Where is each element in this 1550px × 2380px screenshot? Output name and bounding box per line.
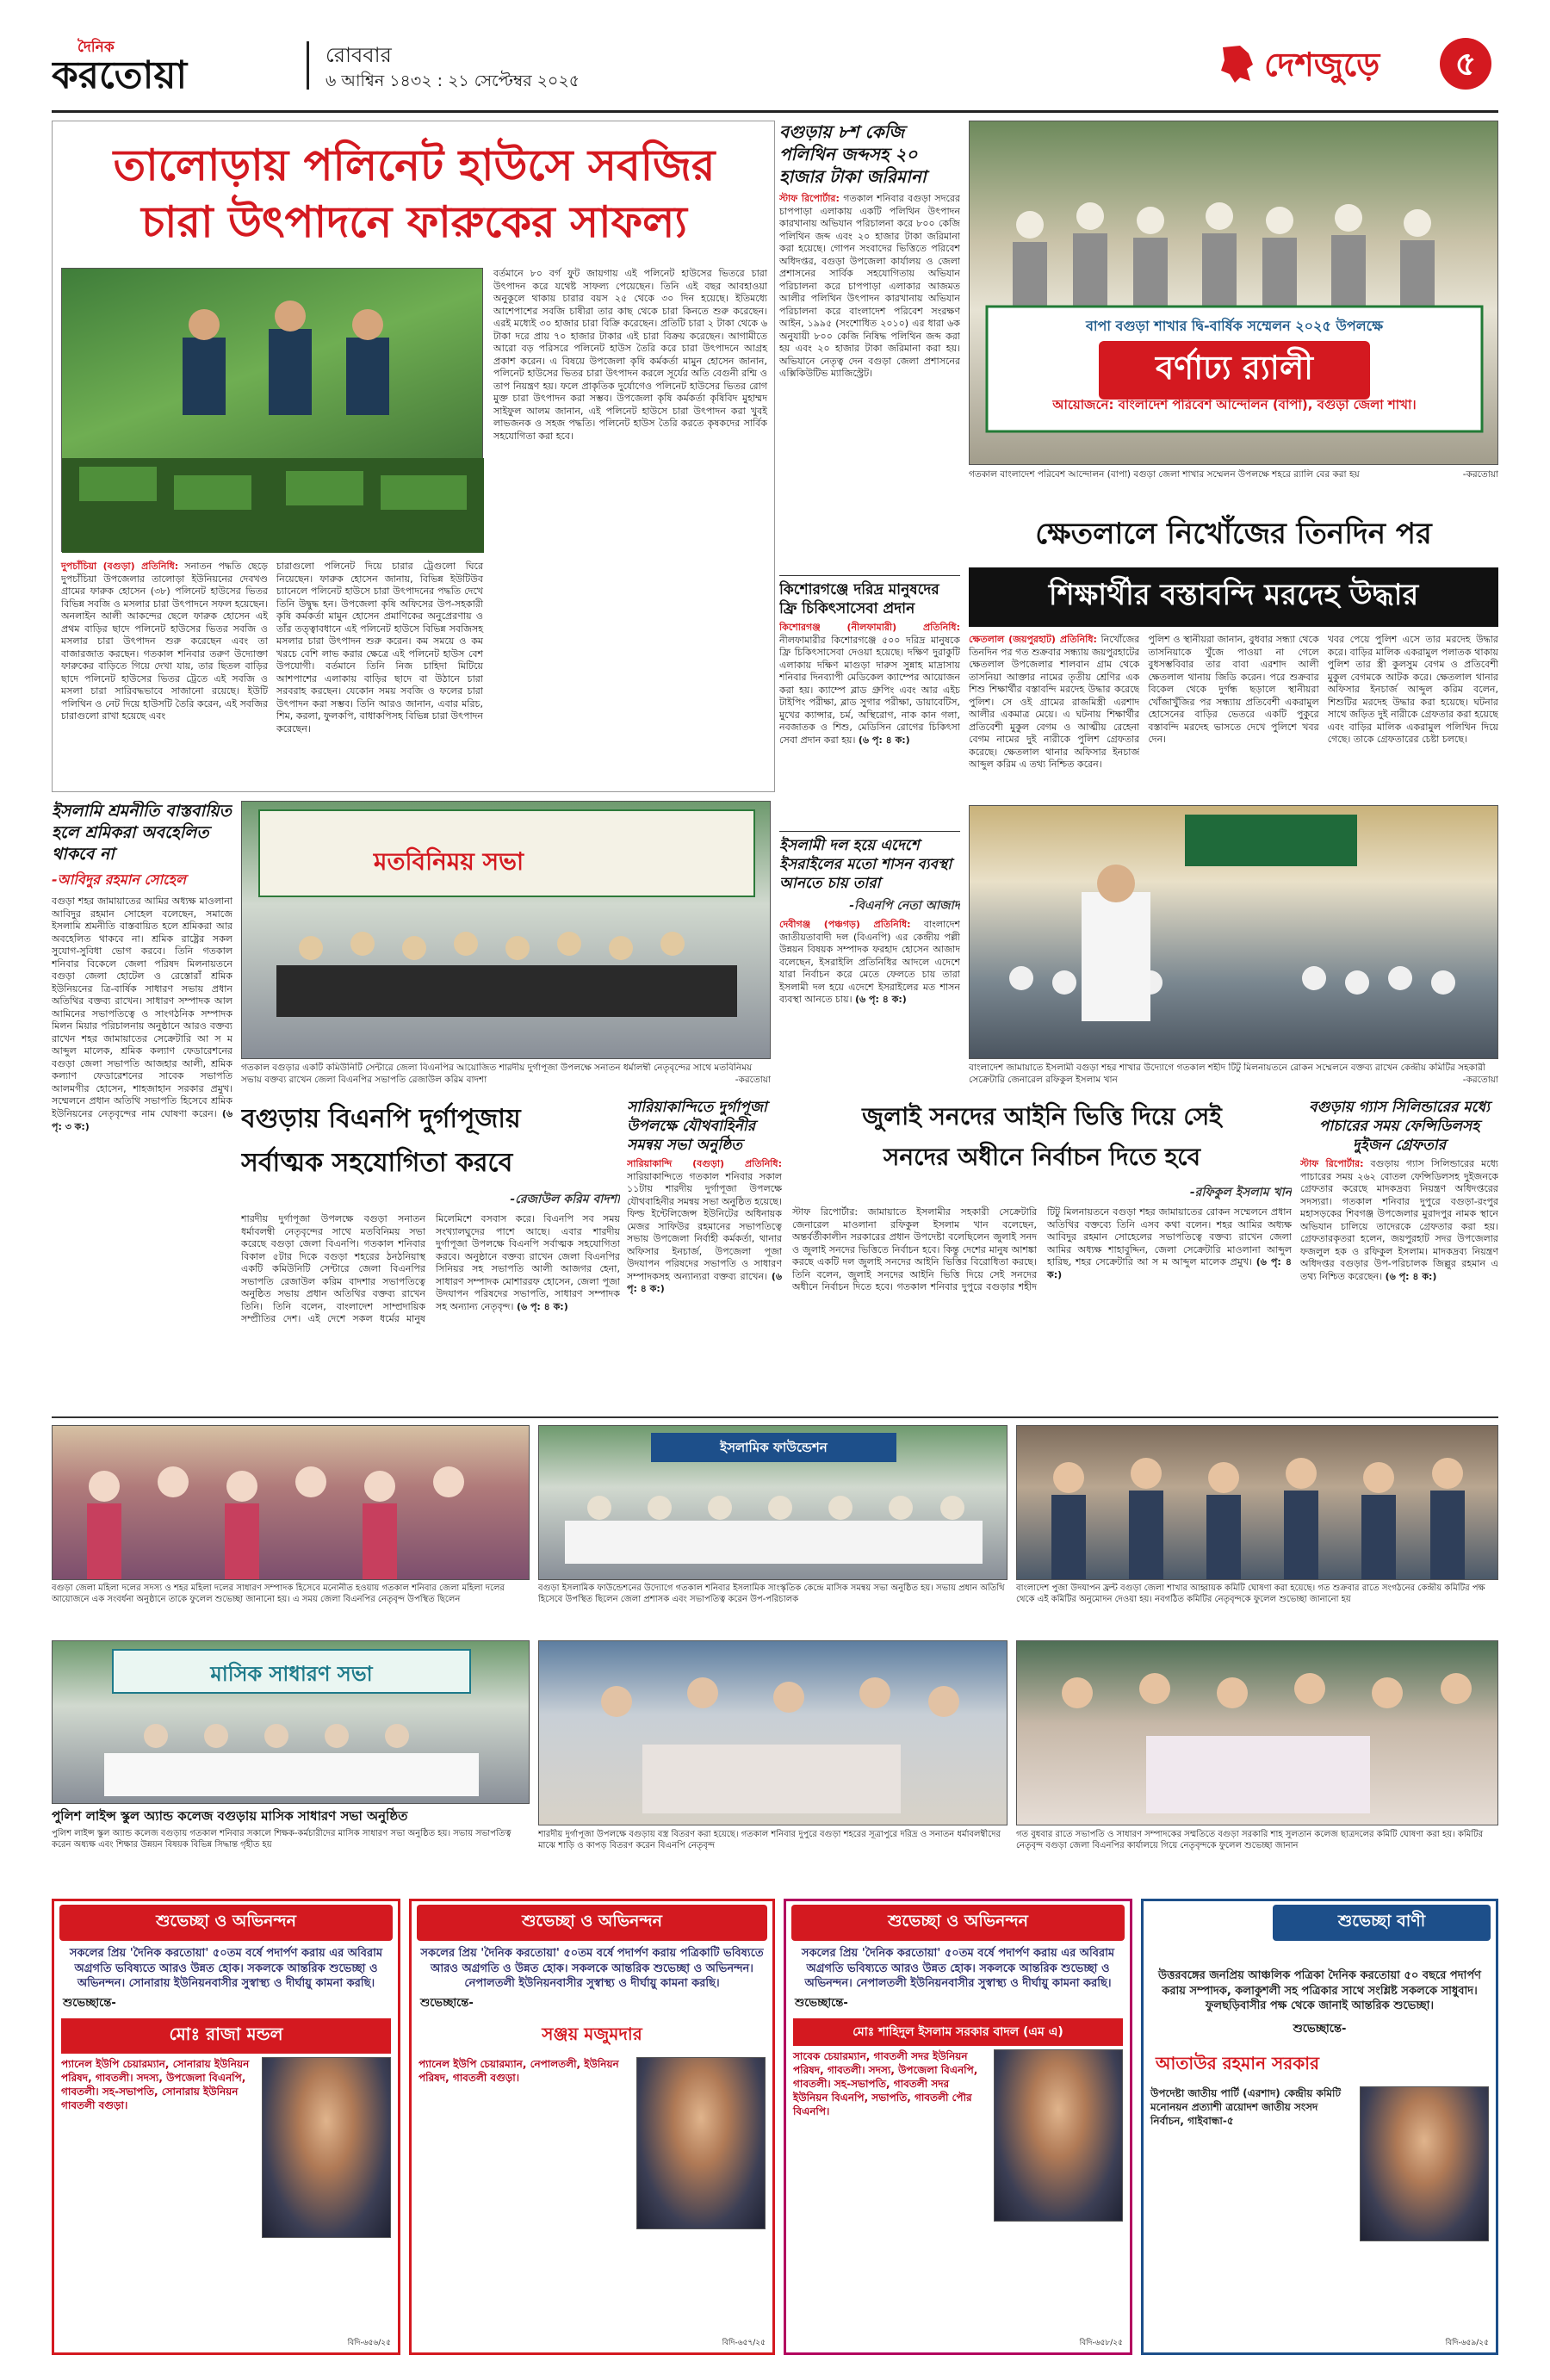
- july-story: [792, 1098, 1292, 1404]
- gas-headline: বগুড়ায় গ্যাস সিলিন্ডারের মধ্যে পাচারের সময় ফেন্সিডিলসহ দুইজন গ্রেফতার: [1309, 1099, 1490, 1155]
- ad-2-title: শুভেচ্ছা ও অভিনন্দন: [417, 1905, 767, 1941]
- israel-dateline: দেবীগঞ্জ (পঞ্চগড়) প্রতিনিধি:: [779, 919, 911, 931]
- bangladesh-map-icon: [1214, 43, 1257, 86]
- sariakandi-dateline: সারিয়াকান্দি (বগুড়া) প্রতিনিধি:: [627, 1158, 782, 1170]
- sariakandi-body: সারিয়াকান্দিতে গতকাল শনিবার সকাল ১১টায় শারদীয় দুর্গাপূজা উপলক্ষে যৌথবাহিনীর সমন্বয় সভা অনুষ্ঠিত হয়েছে। ফিল্ড ইন্টেলিজেন্স ইউনিটের অধিনায়ক মেজর সাফিউর রহমানের সভাপতিত্বে সভায় উপজেলা নির্বাহী কর্মকর্তা, থানার অফিসার ইনচার্জ, উপজেলা পূজা উদযাপন পরিষদের সভাপতি ও সাধারণ সম্পাদকসহ অন্যান্যরা বক্তব্য রাখেন।: [627, 1170, 782, 1282]
- bnp-durga-cont: (৬ পৃ: ৪ ক:): [516, 1300, 568, 1312]
- khetlal-headline-2: শিক্ষার্থীর বস্তাবন্দি মরদেহ উদ্ধার: [969, 567, 1498, 627]
- ad-2: [409, 1899, 775, 2355]
- khetlal-story: [969, 508, 1498, 801]
- israel-byline: -বিএনপি নেতা আজাদ: [849, 899, 960, 914]
- ad-4-body: উত্তরবঙ্গের জনপ্রিয় আঞ্চলিক পত্রিকা দৈনিক করতোয়া ৫০ বছরে পদার্পণ করায় সম্পাদক, কলাকুশলী সহ পত্রিকার সাথে সংশ্লিষ্ট সকলকে সাধুবাদ। ফুলছড়িবাসীর পক্ষ থেকে জানাই আন্তরিক শুভেচ্ছা।: [1157, 1969, 1482, 2013]
- bnp-durga-byline: -রেজাউল করিম বাদশা: [510, 1193, 620, 1206]
- lead-headline-2: চারা উৎপাদনে ফারুকের সাফল্য: [141, 197, 687, 247]
- masthead-logo: করতোয়া: [52, 53, 188, 97]
- july-cont: (৬ পৃ: ৪ ক:): [1047, 1256, 1292, 1280]
- medical-cont: (৬ পৃ: ৪ ক:): [858, 734, 910, 746]
- section-title: দেশজুড়ে: [1264, 46, 1380, 84]
- lead-col-1: [61, 561, 268, 786]
- masthead-logo-small: দৈনিক: [78, 39, 115, 56]
- khetlal-dateline: ক্ষেতলাল (জয়পুরহাট) প্রতিনিধি:: [969, 634, 1097, 645]
- israel-headline: ইসলামী দল হয়ে এদেশে ইসরাইলের মতো শাসন ব্যবস্থা আনতে চায় তারা: [779, 837, 952, 893]
- durga-meeting-banner: মতবিনিময় সভা: [373, 847, 524, 876]
- durga-meeting-credit: -করতোয়া: [735, 1074, 771, 1085]
- sariakandi-story: [627, 1098, 782, 1404]
- ad-4-role: উপদেষ্টা জাতীয় পার্টি (এরশাদ) কেন্দ্রীয় কমিটি মনোনয়ন প্রত্যাশী ত্রয়োদশ জাতীয় সংসদ নির্বাচন, গাইবান্ধা-৫: [1150, 2086, 1342, 2128]
- durga-meeting-caption: গতকাল বগুড়ার একটি কমিউনিটি সেন্টারে জেলা বিএনপির আয়োজিত শারদীয় দুর্গাপূজা উপলক্ষে সনাতন ধর্মালম্বী নেতৃবৃন্দের সাথে মতবিনিময় সভায় বক্তব্য রাখেন জেলা বিএনপির সভাপতি রেজাউল করিম বাদশা: [241, 1063, 753, 1085]
- page-number: ৫: [1454, 45, 1477, 83]
- ad-3-name: মোঃ শাহিদুল ইসলাম সরকার বাদল (এম এ): [793, 2018, 1123, 2046]
- ad-4-title: শুভেচ্ছা বাণী: [1273, 1905, 1491, 1941]
- lead-story: [52, 121, 775, 792]
- khetlal-col-3: খবর পেয়ে পুলিশ এসে তার মরদেহ উদ্ধার করে। বাড়ির মালিক একরামুল পলাতক থাকায় পুলিশ তার স্ত্রী কুলসুম বেগম ও প্রতিবেশী মুকুল বেগমকে আটক করে। ক্ষেতলাল থানার অফিসার ইনচার্জ আব্দুল করিম বলেন, শিশুটির মরদেহ উদ্ধার করা হয়েছে। ঘটনার সাথে জড়িত দুই নারীকে গ্রেফতার করা হয়েছে এবং বাড়ির মালিক একরামুল পলিথিন দিয়ে গেছে। তাকে গ্রেফতারের চেষ্টা চলছে।: [1327, 634, 1498, 746]
- photo-row2-1: [52, 1640, 530, 1804]
- durga-meeting-photo: [241, 801, 771, 1059]
- labor-byline: -আবিদুর রহমান সোহেল: [52, 871, 186, 889]
- medical-story: [779, 575, 960, 825]
- ad-3-portrait: [994, 2049, 1123, 2222]
- polythene-dateline: স্টাফ রিপোর্টার:: [779, 193, 840, 204]
- bnp-durga-headline-1: বগুড়ায় বিএনপি দুর্গাপূজায়: [241, 1104, 521, 1134]
- sariakandi-headline: সারিয়াকান্দিতে দুর্গাপূজা উপলক্ষে যৌথবাহিনীর সমন্বয় সভা অনুষ্ঠিত: [627, 1099, 767, 1155]
- photo-row2-2-caption: শারদীয় দুর্গাপূজা উপলক্ষে বগুড়ায় বস্ত্র বিতরণ করা হয়েছে। গতকাল শনিবার দুপুরে বগুড়া শহরের সূত্রাপুরে দরিদ্র ও সনাতন ধর্মাবলম্বীদের মাঝে শাড়ি ও কাপড় বিতরণ করেন বিএনপি নেতৃবৃন্দ: [538, 1830, 1001, 1850]
- khetlal-col-2: পুলিশ ও স্থানীয়রা জানান, বুধবার সন্ধ্যা থেকে তাসনিয়াকে খুঁজে পাওয়া না গেলে বুধসম্ভবিবার তার বাবা এরশাদ আলী ক্ষেতলাল থানায় জিডি করেন। পরে শুক্রবার বিকেল থেকে দুর্গন্ধ ছড়ালে স্থানীয়রা খোঁজাখুঁজির পর সন্ধ্যায় প্রতিবেশী একরামুল হোসেনের বাড়ির ভেতরে একটি পুকুরে বস্তাবন্দি মরদেহ ভাসতে দেখে পুলিশে খবর দেন।: [1148, 634, 1319, 746]
- ad-3-sign: শুভেচ্ছান্তে-: [795, 1996, 848, 2010]
- rally-photo: [969, 121, 1498, 465]
- photo-row2-3: [1016, 1640, 1498, 1825]
- sariakandi-cont: (৬ পৃ: ৪ ক:): [627, 1270, 782, 1295]
- durga-meeting-caption-block: [241, 1063, 771, 1094]
- photo-row2-1-caption: পুলিশ লাইন্স স্কুল অ্যান্ড কলেজ বগুড়ায় গতকাল শনিবার সকালে শিক্ষক-কর্মচারীদের মাসিক সাধারণ সভা অনুষ্ঠিত হয়। সভায় সভাপতিত্ব করেন অধ্যক্ষ এবং শিক্ষার উন্নয়ন বিষয়ক বিভিন্ন সিদ্ধান্ত গৃহীত হয়: [52, 1829, 512, 1850]
- photo-row1-2-caption: বগুড়া ইসলামিক ফাউন্ডেশনের উদ্যোগে গতকাল শনিবার ইসলামিক সাংস্কৃতিক কেন্দ্রে মাসিক সমন্বয় সভা অনুষ্ঠিত হয়। সভায় প্রধান অতিথি হিসেবে উপস্থিত ছিলেন জেলা প্রশাসক এবং সভাপতিত্ব করেন উপ-পরিচালক: [538, 1584, 1005, 1604]
- ad-3-title: শুভেচ্ছা ও অভিনন্দন: [791, 1905, 1125, 1941]
- page-number-badge: [1440, 38, 1491, 90]
- masthead-date: ৬ আশ্বিন ১৪৩২ : ২১ সেপ্টেম্বর ২০২৫: [326, 71, 580, 90]
- jamaat-caption: বাংলাদেশ জামায়াতে ইসলামী বগুড়া শহর শাখার উদ্যোগে গতকাল শহীদ টিটু মিলনায়তনে রোকন সম্মেলনে বক্তব্য রাখেন কেন্দ্রীয় কমিটির সহকারী সেক্রেটারি জেনারেল রফিকুল ইসলাম খান: [969, 1063, 1485, 1085]
- medical-body: নীলফামারীর কিশোরগঞ্জে ৫০০ দরিদ্র মানুষকে ফ্রি চিকিৎসাসেবা দেওয়া হয়েছে। দক্ষিণ দুরাকুটি এলাকায় দক্ষিণ মাগুড়া দারুস সুন্নাহ মাদ্রাসায় শনিবার দিনব্যাপী মেডিকেল ক্যাম্পের আয়োজন করা হয়। ক্যাম্পে ব্লাড গ্রুপিং এবং আর এইচ টাইপিং পরীক্ষা, ব্লাড সুগার পরীক্ষা, ডায়াবেটিস, মুখের ক্যান্সার, চর্ম, অস্থিরোগ, নাক কান গলা, নবজাতক ও শিশু, মেডিসিন রোগের চিকিৎসা সেবা প্রদান করা হয়।: [779, 634, 960, 746]
- photo-row2-3-caption: গত বুধবার রাতে সভাপতি ও সাধারণ সম্পাদকের সম্মতিতে বগুড়া সরকারি শাহ সুলতান কলেজ ছাত্রদলের কমিটি ঘোষণা করা হয়। কমিটির নেতৃবৃন্দ বগুড়া জেলা বিএনপির কার্যালয়ে গিয়ে নেতৃবৃন্দকে ফুলেল শুভেচ্ছা জানান: [1016, 1830, 1484, 1850]
- photo-row1-3: [1016, 1425, 1498, 1580]
- photo-row1-2: [538, 1425, 1008, 1580]
- july-byline: -রফিকুল ইসলাম খান: [1189, 1186, 1292, 1199]
- labor-cont: (৬ পৃ: ৩ ক:): [52, 1108, 232, 1132]
- labor-headline: ইসলামি শ্রমনীতি বাস্তবায়িত হলে শ্রমিকরা অবহেলিত থাকবে না: [52, 802, 232, 865]
- ad-1: [52, 1899, 400, 2355]
- ad-1-body: সকলের প্রিয় 'দৈনিক করতোয়া' ৫০তম বর্ষে পদার্পণ করায় এর অবিরাম অগ্রগতি ভবিষ্যতে আরও উন্নত হোক। সকলকে আন্তরিক শুভেচ্ছা ও অভিনন্দন। সোনারায় ইউনিয়নবাসীর সুস্বাস্থ্য ও দীর্ঘায়ু কামনা করছি।: [69, 1947, 383, 1991]
- masthead: [52, 34, 1498, 103]
- polythene-story: [779, 121, 960, 568]
- july-headline-2: সনদের অধীনে নির্বাচন দিতে হবে: [883, 1143, 1201, 1171]
- ad-3: [784, 1899, 1132, 2355]
- lead-headline-1: তালোড়ায় পলিনেট হাউসে সবজির: [113, 140, 716, 190]
- rally-banner-org: আয়োজনে: বাংলাদেশ পরিবেশ আন্দোলন (বাপা), বগুড়া জেলা শাখা।: [1052, 397, 1417, 412]
- polythene-headline: বগুড়ায় ৮শ কেজি পলিথিন জব্দসহ ২০ হাজার টাকা জরিমানা: [779, 121, 927, 187]
- ad-2-portrait: [636, 2057, 766, 2229]
- ad-2-body: সকলের প্রিয় 'দৈনিক করতোয়া' ৫০তম বর্ষে পদার্পণ করায় পত্রিকাটি ভবিষ্যতে আরও অগ্রগতি ও উন্নত হোক। সকলকে আন্তরিক শুভেচ্ছা ও অভিনন্দন। নেপালতলী ইউনিয়নবাসীর সুস্বাস্থ্য ও দীর্ঘায়ু কামনা করছি।: [420, 1947, 764, 1991]
- gas-body: বগুড়ায় গ্যাস সিলিন্ডারের মধ্যে পাচারের সময় ২৬২ বোতল ফেন্সিডিলসহ দুইজনকে গ্রেফতার করেছে মাদকদ্রব্য নিয়ন্ত্রণ অধিদপ্তরের সদস্যরা। গতকাল শনিবার দুপুরে বগুড়া-রংপুর মহাসড়কের শিবগঞ্জ উপজেলার মুরাদপুর নামক স্থানে অভিযান চালিয়ে তাদেরকে গ্রেফতার করা হয়। গ্রেফতারকৃতরা হলেন, জয়পুরহাট সদর উপজেলার ফজলুল হক ও রফিকুল ইসলাম। মাদকদ্রব্য নিয়ন্ত্রণ অধিদপ্তর বগুড়ার উপ-পরিচালক জিল্লুর রহমান এ তথ্য নিশ্চিত করেছেন।: [1300, 1158, 1498, 1282]
- photo-row1-3-caption: বাংলাদেশ পুজা উদযাপন ফ্রন্ট বগুড়া জেলা শাখার আহ্বায়ক কমিটি ঘোষণা করা হয়েছে। গত শুক্রবার রাতে সংগঠনের কেন্দ্রীয় কমিটির পক্ষ থেকে এই কমিটির অনুমোদন দেওয়া হয়। নবগঠিত কমিটির নেতৃবৃন্দকে ফুলেল শুভেচ্ছা জানানো হয়: [1016, 1584, 1485, 1604]
- jamaat-caption-block: [969, 1063, 1498, 1094]
- rally-credit: -করতোয়া: [1462, 469, 1498, 480]
- photo-row1-1: [52, 1425, 530, 1580]
- israel-body: বাংলাদেশ জাতীয়তাবাদী দল (বিএনপি) এর কেন্দ্রীয় পল্লী উন্নয়ন বিষয়ক সম্পাদক ফরহাদ হোসেন আজাদ বলেছেন, ইসরাইলি প্রতিনিধির আদলে এদেশে যারা নির্বাচন করে মেতে ফেলতে চায় তারা ইসলামী দল হয়ে এদেশে ইসরাইলের মত শাসন ব্যবস্থা আনতে চায়।: [779, 919, 960, 1006]
- medical-headline: কিশোরগঞ্জে দরিদ্র মানুষদের ফ্রি চিকিৎসাসেবা প্রদান: [779, 581, 939, 618]
- israel-cont: (৬ পৃ: ৪ ক:): [855, 994, 907, 1006]
- masthead-day: রোববার: [326, 43, 392, 67]
- rally-caption: গতকাল বাংলাদেশ পরিবেশ আন্দোলন (বাপা) বগুড়া জেলা শাখার সম্মেলন উপলক্ষে শহরে র‍্যালি বের করা হয়: [969, 469, 1360, 480]
- photo-row1-2-banner: ইসলামিক ফাউন্ডেশন: [720, 1440, 828, 1455]
- photo-row2-1-headline: পুলিশ লাইন্স স্কুল অ্যান্ড কলেজ বগুড়ায় মাসিক সাধারণ সভা অনুষ্ঠিত: [52, 1808, 408, 1824]
- labor-body: বগুড়া শহর জামায়াতের আমির অধ্যক্ষ মাওলানা আবিদুর রহমান সোহেল বলেছেন, সমাজে ইসলামি শ্রমনীতি বাস্তবায়িত হলে শ্রমিকরা আর অবহেলিত থাকবে না। শ্রমিক রাষ্ট্রের সকল সুযোগ-সুবিধা ভোগ করবে। তিনি গতকাল শনিবার বিকেলে জেলা পরিষদ মিলনায়তনে বগুড়া জেলা হোটেল ও রেস্তোরাঁ শ্রমিক ইউনিয়নের ত্রি-বার্ষিক সাধারণ সভায় প্রধান অতিথির বক্তব্য রাখেন। সাধারণ সম্পাদক আল আমিনের সভাপতিত্বে ও সাংগঠনিক সম্পাদক মিলন মিয়ার পরিচালনায় অনুষ্ঠানে আরও বক্তব্য রাখেন শহর জামায়াতের সেক্রেটারি আ স ম আব্দুল মালেক, শ্রমিক কল্যাণ ফেডারেশনের বগুড়া জেলা সভাপতি আজহার আলী, শ্রমিক কল্যাণ ফেডারেশনের সাবেক সভাপতি আলমগীর হোসেন, শাহজাহান সরকার প্রমুখ। সম্মেলনে প্রধান অতিথি সভাপতি হিসেবে শ্রমিক ইউনিয়নের নেতৃবৃন্দের নাম ঘোষণা করেন।: [52, 896, 232, 1119]
- lead-dateline: দুপচাঁচিয়া (বগুড়া) প্রতিনিধি:: [61, 561, 179, 572]
- ad-3-body: সকলের প্রিয় 'দৈনিক করতোয়া' ৫০তম বর্ষে পদার্পণ করায় এর অবিরাম অগ্রগতি ভবিষ্যতে আরও উন্নত হোক। সকলকে আন্তরিক শুভেচ্ছা ও অভিনন্দন। নেপালতলী ইউনিয়নবাসীর সুস্বাস্থ্য ও দীর্ঘায়ু কামনা করছি।: [801, 1947, 1115, 1991]
- photo-row2-2: [538, 1640, 1008, 1825]
- ad-3-role: সাবেক চেয়ারম্যান, গাবতলী সদর ইউনিয়ন পরিষদ, গাবতলী। সদস্য, উপজেলা বিএনপি, গাবতলী। সহ-সভাপতি, গাবতলী সদর ইউনিয়ন বিএনপি, সভাপতি, গাবতলী পৌর বিএনপি।: [793, 2049, 978, 2118]
- ad-2-code: বিদি-৬৫৭/২৫: [722, 2339, 766, 2347]
- bnp-durga-body: শারদীয় দুর্গাপূজা উপলক্ষে বগুড়া সনাতন ধর্মাবলম্বী নেতৃবৃন্দের সাথে মতবিনিময় সভা করেছে বগুড়া জেলা বিএনপি। গতকাল শনিবার বিকাল ৫টার দিকে বগুড়া শহরের ঠনঠনিয়াস্থ একটি কমিউনিটি সেন্টারে জেলা বিএনপির সভাপতি রেজাউল করিম বাদশার সভাপতিত্বে অনুষ্ঠিত সভায় প্রধান অতিথির বক্তব্য রাখেন তিনি। তিনি বলেন, বাংলাদেশ সাম্প্রদায়িক সম্প্রীতির দেশ। এই দেশে সকল ধর্মের মানুষ মিলেমিশে বসবাস করে। বিএনপি সব সময় সংখ্যালঘুদের পাশে আছে। এবার শারদীয় দুর্গাপূজা উপলক্ষে বিএনপি সর্বাত্মক সহযোগিতা করবে। অনুষ্ঠানে বক্তব্য রাখেন জেলা বিএনপির সিনিয়র সহ সভাপতি আলী আজগর হেনা, সাধারণ সম্পাদক মোশাররফ হোসেন, জেলা পূজা উদযাপন পরিষদের সভাপতি, সাধারণ সম্পাদক সহ অন্যান্য নেতৃবৃন্দ।: [241, 1213, 620, 1325]
- ad-2-name: সঞ্জয় মজুমদার: [542, 2023, 642, 2044]
- khetlal-col-1: নিখোঁজের তিনদিন পর গত শুক্রবার সন্ধ্যায় জয়পুরহাটের ক্ষেতলাল উপজেলার শালবান গ্রাম থেকে তাসনিয়া আক্তার নামের তৃতীয় শ্রেণির এক শিশু শিক্ষার্থীর বস্তাবন্দি মরদেহ উদ্ধার করেছে পুলিশ। সে ওই গ্রামের রাজমিস্ত্রী এরশাদ আলীর একমাত্র মেয়ে। এ ঘটনায় শিক্ষার্থীর প্রতিবেশী মুকুল বেগম ও আত্মীয় রেহেনা বেগম নামের দুই নারীকে পুলিশ গ্রেফতার করেছে। ক্ষেতলাল থানার অফিসার ইনচার্জ আব্দুল করিম এ তথ্য নিশ্চিত করেন।: [969, 634, 1140, 771]
- khetlal-headline-1: ক্ষেতলালে নিখোঁজের তিনদিন পর: [1035, 517, 1432, 551]
- ad-4: [1141, 1899, 1498, 2355]
- bnp-durga-headline-2: সর্বাত্মক সহযোগিতা করবে: [241, 1148, 513, 1178]
- ad-1-role: প্যানেল ইউপি চেয়ারম্যান, সোনারায় ইউনিয়ন পরিষদ, গাবতলী। সদস্য, উপজেলা বিএনপি, গাবতলী। সহ-সভাপতি, সোনারায় ইউনিয়ন গাবতলী বগুড়া।: [61, 2057, 250, 2112]
- ad-2-sign: শুভেচ্ছান্তে-: [420, 1996, 474, 2010]
- israel-story: [779, 831, 960, 1081]
- ad-4-portrait: [1360, 2086, 1489, 2241]
- jamaat-credit: -করতোয়া: [1462, 1074, 1498, 1085]
- lead-col-3: বর্তমানে ৮০ বর্গ ফুট জায়গায় এই পলিনেট হাউসের ভিতরে চারা উৎপাদন করে যথেষ্ট সাফল্য পেয়েছেন। তিনি এই বছর আবহাওয়া অনুকূলে থাকায় চারার বয়স ২৫ থেকে ৩০ দিন হয়েছে। ইতিমধ্যে আশেপাশের সবজি চাষীরা তার কাছ থেকে চারা কিনতে শুরু করেছেন। এরই মধ্যেই ৩০ হাজার চারা বিক্রি করেছেন। প্রতিটি চারা ২ টাকা থেকে ৬ টাকা দরে প্রায় ৭০ হাজার টাকার এই চারা বিক্রয় করেছেন। আগামীতে আরো বড় পরিসরে পলিনেট হাউস তৈরি করে চারা উৎপাদনে আগ্রহ প্রকাশ করেন। এ বিষয়ে উপজেলা কৃষি কর্মকর্তা মামুন হোসেন জানান, পলিনেট হাউসের ভিতর চারা উৎপাদন করলে সূর্যের অতি বেগুনী রশ্মি ও তাপ নিয়ন্ত্রণ হয়। ফলে প্রাকৃতিক দুর্যোগেও পলিনেট হাউসের ভিতর রোগ মুক্ত চারা উৎপাদন করা সম্ভব। উপজেলা কৃষি কর্মকর্তা কৃষিবিদ মুহাম্মদ সাইফুল আলম জানান, এই পলিনেট হাউসে চারা উৎপাদন করা খুবই লাভজনক ও সহজ পদ্ধতি। পলিনেট হাউস তৈরি করতে কৃষকদের সার্বিক সহযোগিতা করা হবে।: [493, 268, 767, 442]
- ad-1-code: বিদি-৬৫৬/২৫: [347, 2339, 391, 2347]
- rally-banner-line: বাপা বগুড়া শাখার দ্বি-বার্ষিক সম্মেলন ২০২৫ উপলক্ষে: [1085, 318, 1384, 334]
- ad-2-role: প্যানেল ইউপি চেয়ারম্যান, নেপালতলী, ইউনিয়ন পরিষদ, গাবতলী বগুড়া।: [418, 2057, 619, 2084]
- july-headline-1: জুলাই সনদের আইনি ভিত্তি দিয়ে সেই: [862, 1102, 1222, 1131]
- gas-story: [1300, 1098, 1498, 1404]
- gas-dateline: স্টাফ রিপোর্টার:: [1300, 1158, 1364, 1170]
- ad-1-title: শুভেচ্ছা ও অভিনন্দন: [59, 1905, 393, 1941]
- ad-1-name: মোঃ রাজা মন্ডল: [61, 2018, 391, 2054]
- bnp-durga-story: [241, 1098, 620, 1404]
- photo-row1-1-caption: বগুড়া জেলা মহিলা দলের সদস্য ও শহর মহিলা দলের সাধারণ সম্পাদক হিসেবে মনোনীত হওয়ায় গতকাল শনিবার জেলা মহিলা দলের আয়োজনে এক সংবর্ধনা অনুষ্ঠানে তাকে ফুলেল শুভেচ্ছা জানানো হয়। এ সময় জেলা বিএনপির নেতৃবৃন্দ উপস্থিত ছিলেন: [52, 1584, 505, 1604]
- ad-4-name: আতাউর রহমান সরকার: [1156, 2052, 1319, 2073]
- july-body: স্টাফ রিপোর্টার: জামায়াতে ইসলামীর সহকারী সেক্রেটারি জেনারেল মাওলানা রফিকুল ইসলাম খান বলেছেন, অন্তর্বর্তীকালীন সরকারের প্রধান উপদেষ্টা বলেছিলেন জুলাই সনদ ও জুলাই সনদের ভিত্তিতে নির্বাচন হবে। কিন্তু দেশের মানুষ আশঙ্কা করছে একটি দল জুলাই সনদের আইনি ভিত্তির বিরোধিতা করছে। তিনি বলেন, জুলাই সনদের আইনি ভিত্তি দিয়ে সেই সনদের অধীনে নির্বাচন দিতে হবে। গতকাল শনিবার দুপুরে বগুড়ার শহীদ টিটু মিলনায়তনে বগুড়া শহর জামায়াতের রোকন সম্মেলনে প্রধান অতিথির বক্তব্যে তিনি এসব কথা বলেন। শহর আমির অধ্যক্ষ আবিদুর রহমান সোহেলের সভাপতিত্বে বক্তব্য রাখেন জেলা আমির অধ্যক্ষ শাহাবুদ্দিন, জেলা সেক্রেটারি মাওলানা আব্দুল হারিছ, শহর সেক্রেটারি আ স ম আব্দুল মালেক প্রমুখ।: [792, 1206, 1292, 1293]
- jamaat-photo: [969, 805, 1498, 1059]
- ad-1-sign: শুভেচ্ছান্তে-: [63, 1996, 116, 2010]
- photo-row2-1-text: [52, 1807, 530, 1888]
- ad-4-sign: শুভেচ্ছান্তে-: [1293, 2022, 1347, 2036]
- rally-caption-block: [969, 469, 1498, 504]
- photo-row2-1-banner: মাসিক সাধারণ সভা: [210, 1662, 373, 1686]
- ad-1-portrait: [262, 2057, 391, 2238]
- ad-4-code: বিদি-৬৫৯/২৫: [1445, 2339, 1489, 2347]
- ad-3-code: বিদি-৬৫৮/২৫: [1079, 2339, 1123, 2347]
- labor-story: [52, 801, 232, 1404]
- lead-col-1-text: সনাতন পদ্ধতি ছেড়ে দুপচাঁচিয়া উপজেলার তালোড়া ইউনিয়নের দেবখণ্ড গ্রামের ফারুক হোসেন (৩৮) পলিনেট হাউসের ভিতর বিভিন্ন সবজি ও মসলার চারা উৎপাদনে সফল হয়েছেন। অনলাইন আলী আকন্দের ছেলে ফারুক হোসেন এই প্রথম বাড়ির ছাদে পলিনেট হাউসের ভিতর সবজি ও মসলার চারা উৎপাদন শুরু করেছেন এবং তা বাজারজাত করছেন। গতকাল শনিবার তরুণ উদ্যোক্তা ফারুকের বাড়িতে গিয়ে দেখা যায়, তার ছিতল বাড়ির ছাদে পলিনেট হাউসের ভিতর ট্রেতে এই সবজি ও মসলা চারা সারিবদ্ধভাবে সাজানো রয়েছে। ইউটি পলিথিন ও নেট দিয়ে হাউসটি তৈরি করেন, এই সবজির চারাগুলো রাখা হয়েছে এবং: [61, 561, 268, 722]
- lead-col-2: চারাগুলো পলিনেট দিয়ে চারার ট্রেগুলো ঘিরে নিয়েছেন। ফারুক হোসেন জানায়, বিভিন্ন ইউটিউব চ্যানেলে পলিনেট হাউসে চারা উৎপাদনের পদ্ধতি দেখে তিনি উদ্বুদ্ধ হন। উপজেলা কৃষি অফিসের উপ-সহকারী কৃষি কর্মকর্তা মামুন হোসেন প্রমাণিকের অনুপ্রেরণায় ও তাঁর তত্ত্বাবধানে এই পলিনেট হাউসে বিভিন্ন সবজিসহ মসলার চারা উৎপাদন শুরু করেন। কম সময়ে ও কম খরচে বেশি লাভ করার ক্ষেত্রে এই পলিনেট হাউস বেশ উপযোগী। বর্তমানে তিনি নিজ চাহিদা মিটিয়ে আশপাশের এলাকায় বাড়ির ছাদে বা উঠানে চারা সরবরাহ করছেন। যেকোন সময় সবজি ও ফলের চারা উৎপাদন করা সম্ভব। তিনি আরও জানান, এবার মরিচ, শিম, করলা, ফুলকপি, বাধাকপিসহ বিভিন্ন চারা উৎপাদন করেছেন।: [276, 561, 483, 734]
- lead-photo: [61, 268, 483, 552]
- rally-banner-title: বর্ণাঢ্য র‍্যালী: [1099, 341, 1370, 400]
- medical-dateline: কিশোরগঞ্জ (নীলফামারী) প্রতিনিধি:: [779, 622, 960, 634]
- polythene-body: গতকাল শনিবার বগুড়া সদরের চাপপাড়া এলাকায় একটি পলিথিন উৎপাদন কারখানায় অভিযান পরিচালনা করে ৮০০ কেজি পলিথিন জব্দ এবং ২০ হাজার টাকা জরিমানা করা হয়েছে। গোপন সংবাদের ভিত্তিতে পরিবেশ অধিদপ্তর, বগুড়া উপজেলা কার্যালয় ও জেলা প্রশাসনের সার্বিক সহযোগিতায় অভিযান পরিচালনা করে চাপপাড়া এলাকার আজমত আলীর পলিথিন উৎপাদন কারখানায় অভিযান পরিচালনা করে বাংলাদেশ পরিবেশ সংরক্ষণ আইন, ১৯৯৫ (সংশোধিত ২০১০) এর ধারা ৬ক অনুযায়ী ৮০০ কেজি নিষিদ্ধ পলিথিন জব্দ করা হয় এবং ২০ হাজার টাকা জরিমানা করা হয়। অভিযানে নেতৃত্ব দেন বগুড়া জেলা প্রশাসনের এক্সিকিউটিভ ম্যাজিস্ট্রেট।: [779, 193, 960, 380]
- gas-cont: (৬ পৃ: ৪ ক:): [1385, 1270, 1437, 1282]
